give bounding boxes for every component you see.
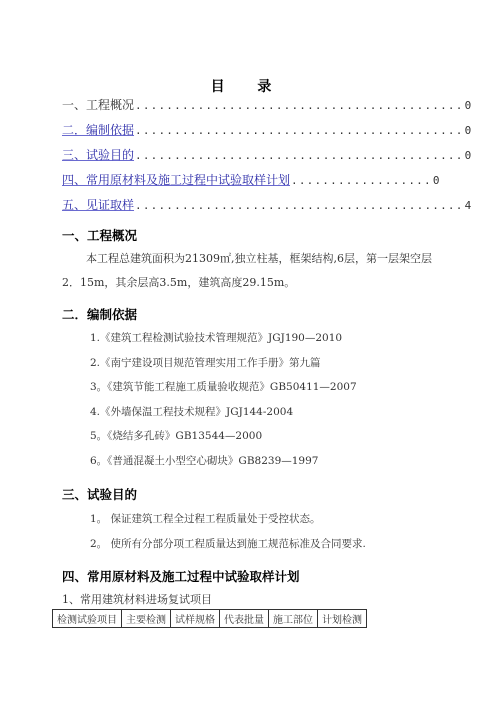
toc-leader-dots: .................. <box>291 174 432 187</box>
toc-leader-dots: .......................................... <box>135 199 464 212</box>
toc-item-link[interactable]: 四、常用原材料及施工过程中试验取样计划 <box>62 173 291 187</box>
table-header-cell: 计划检测 <box>318 610 367 628</box>
toc-item[interactable] <box>62 171 440 196</box>
section-heading-overview: 一、工程概况 <box>62 228 138 243</box>
section-heading-purpose: 三、试验目的 <box>62 487 138 502</box>
toc-leader-dots: .......................................... <box>135 124 464 137</box>
basis-list <box>90 326 357 473</box>
toc-leader-dots: .......................................... <box>135 149 464 162</box>
purpose-list <box>90 507 366 556</box>
list-item: 3。《建筑节能工程施工质量验收规范》GB50411—2007 <box>90 381 357 393</box>
toc-page-number: 0 <box>464 99 472 112</box>
toc-page-number: 0 <box>432 174 440 187</box>
list-item: 1。 保证建筑工程全过程工程质量处于受控状态。 <box>90 513 321 525</box>
table-header-cell: 检测试验项目 <box>53 610 122 628</box>
toc-page-number: 0 <box>464 149 472 162</box>
table-header-cell: 施工部位 <box>269 610 318 628</box>
toc-item-link[interactable]: 二．编制依据 <box>62 123 135 137</box>
list-item: 2.《南宁建设项目规范管理实用工作手册》第九篇 <box>90 356 321 369</box>
subsection-label: 1、常用建筑材料进场复试项目 <box>62 593 212 606</box>
list-item: 5。《烧结多孔砖》GB13544—2000 <box>90 430 263 442</box>
section-heading-sampling-plan: 四、常用原材料及施工过程中试验取样计划 <box>62 569 300 584</box>
toc-item-link[interactable]: 三、试验目的 <box>62 148 135 162</box>
toc-item-link[interactable]: 五、见证取样 <box>62 198 135 212</box>
table-header-cell: 试样规格 <box>171 610 220 628</box>
list-item: 6。《普通混凝土小型空心砌块》GB8239—1997 <box>90 454 319 467</box>
toc-item-label: 一、工程概况 <box>62 98 135 112</box>
toc-item[interactable] <box>62 96 472 121</box>
list-item: 1.《建筑工程检测试验技术管理规范》JGJ190—2010 <box>90 332 343 344</box>
list-item: 4.《外墙保温工程技术规程》JGJ144-2004 <box>90 405 294 418</box>
toc-page-number: 4 <box>464 199 472 212</box>
toc-item[interactable] <box>62 196 472 221</box>
table-of-contents <box>62 96 472 221</box>
toc-item[interactable] <box>62 146 472 171</box>
toc-leader-dots: .......................................... <box>135 99 464 112</box>
toc-page-number: 0 <box>464 124 472 137</box>
section-heading-basis: 二．编制依据 <box>62 307 138 322</box>
table-header-row <box>53 610 367 628</box>
table-header-cell: 主要检测 <box>122 610 171 628</box>
table-header-cell: 代表批量 <box>220 610 269 628</box>
list-item: 2。 使所有分部分项工程质量达到施工规范标准及合同要求. <box>90 537 366 550</box>
overview-paragraph: 本工程总建筑面积为21309㎡,独立柱基，框架结构,6层，第一层架空层2．15m，其余层高3.5m，建筑高度29.15m。 <box>62 252 432 289</box>
toc-title: 目 录 <box>210 79 286 95</box>
materials-table <box>52 609 367 628</box>
toc-item[interactable] <box>62 121 472 146</box>
